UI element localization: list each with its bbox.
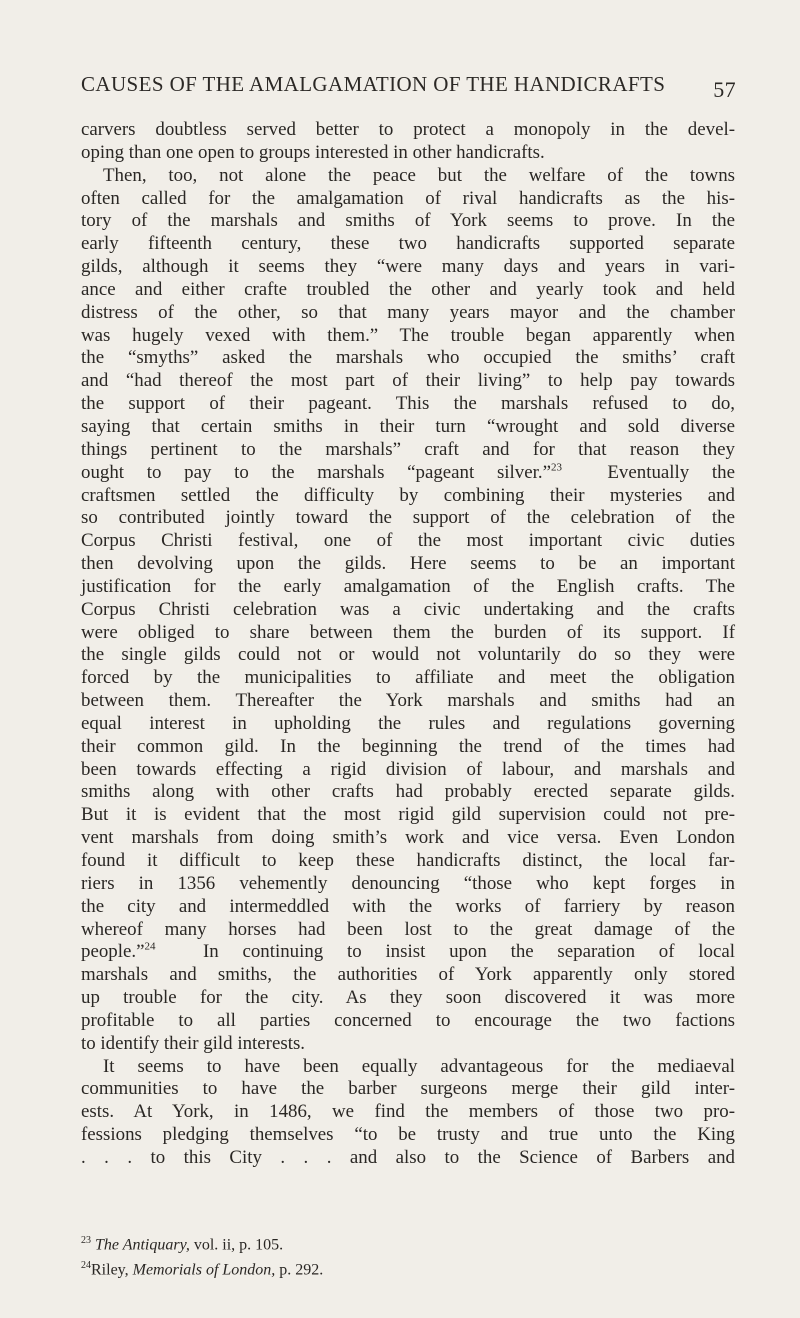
footnote-detail: vol. ii, p. 105.: [189, 1236, 284, 1254]
text-fragment: people.”: [81, 941, 145, 963]
text-line: whereof many horses had been lost to the great damage of the: [81, 918, 735, 940]
text-line: Corpus Christi festival, one of the most important civic duties: [81, 530, 735, 552]
text-line: forced by the municipalities to affiliate and meet the obligation: [81, 667, 735, 689]
text-line: things pertinent to the marshals” craft and for that reason they: [81, 438, 735, 460]
footnote-24: [81, 1255, 735, 1280]
text-line: been towards effecting a rigid division of labour, and marshals and: [81, 758, 735, 780]
footnote-author: Riley,: [91, 1261, 133, 1279]
text-line: so contributed jointly toward the support of the celebration of the: [81, 507, 735, 529]
text-line: smiths along with other crafts had probably erected separate gilds.: [81, 781, 735, 803]
text-line: tory of the marshals and smiths of York seems to prove. In the: [81, 210, 735, 232]
footnote-detail: p. 292.: [275, 1261, 324, 1279]
text-line: the city and intermeddled with the works of farriery by reason: [81, 895, 735, 917]
body-text: [81, 119, 735, 1170]
footnotes: [81, 1230, 735, 1281]
text-line: carvers doubtless served better to protect a monopoly in the devel-: [81, 119, 735, 140]
text-line: vent marshals from doing smith’s work and vice versa. Even London: [81, 827, 735, 849]
text-line: [81, 462, 735, 485]
text-line: their common gild. In the beginning the trend of the times had: [81, 735, 735, 757]
text-line: riers in 1356 vehemently denouncing “those who kept forges in: [81, 872, 735, 894]
text-line: justification for the early amalgamation of the English crafts. The: [81, 575, 735, 597]
text-line: gilds, although it seems they “were many days and years in vari-: [81, 256, 735, 278]
running-head-title: CAUSES OF THE AMALGAMATION OF THE HANDICRAFTS: [81, 72, 666, 96]
footnote-number: 23: [81, 1235, 91, 1246]
page-number: 57: [713, 77, 736, 102]
text-line: communities to have the barber surgeons merge their gild inter-: [81, 1078, 735, 1100]
footnote-marker-24: 24: [144, 941, 156, 954]
footnote-marker-23: 23: [550, 461, 562, 474]
text-line: It seems to have been equally advantageous for the mediaeval: [103, 1055, 735, 1077]
footnote-23: [81, 1230, 735, 1255]
text-line: ests. At York, in 1486, we find the members of those two pro-: [81, 1101, 735, 1123]
text-line: and “had thereof the most part of their living” to help pay towards: [81, 370, 735, 392]
text-line: . . . to this City . . . and also to the Science of Barbers and: [81, 1146, 735, 1168]
text-line: found it difficult to keep these handicrafts distinct, the local far-: [81, 850, 735, 871]
text-line: up trouble for the city. As they soon discovered it was more: [81, 987, 735, 1009]
text-line: equal interest in upholding the rules and regulations governing: [81, 712, 735, 734]
text-line: craftsmen settled the difficulty by combining their mysteries and: [81, 484, 735, 506]
text-line: early fifteenth century, these two handicrafts supported separate: [81, 233, 735, 255]
text-line: Corpus Christi celebration was a civic undertaking and the crafts: [81, 598, 735, 620]
text-line: then devolving upon the gilds. Here seems to be an important: [81, 553, 735, 575]
footnote-source-title: Memorials of London,: [132, 1261, 276, 1279]
text-line: the single gilds could not or would not voluntarily do so they were: [81, 644, 735, 666]
text-line: between them. Thereafter the York marshals and smiths had an: [81, 690, 735, 712]
text-line: distress of the other, so that many years mayor and the chamber: [81, 301, 735, 323]
text-line: ance and either crafte troubled the other and yearly took and held: [81, 278, 735, 300]
text-line: fessions pledging themselves “to be trusty and true unto the King: [81, 1124, 735, 1146]
text-line: oping than one open to groups interested in other handicrafts.: [81, 141, 545, 163]
text-line: Then, too, not alone the peace but the welfare of the towns: [103, 164, 735, 186]
text-line: the support of their pageant. This the marshals refused to do,: [81, 393, 735, 415]
text-line: saying that certain smiths in their turn “wrought and sold diverse: [81, 415, 735, 437]
running-head: [81, 70, 736, 102]
text-fragment: Eventually the: [607, 461, 736, 483]
footnote-source-title: The Antiquary,: [95, 1236, 190, 1254]
text-line: often called for the amalgamation of rival handicrafts as the his-: [81, 187, 735, 209]
text-line: marshals and smiths, the authorities of York apparently only stored: [81, 964, 735, 986]
text-line: the “smyths” asked the marshals who occupied the smiths’ craft: [81, 347, 735, 369]
text-fragment: ought to pay to the marshals “pageant silver.”: [81, 461, 551, 483]
text-line: to identify their gild interests.: [81, 1032, 306, 1054]
text-line: were obliged to share between them the burden of its support. If: [81, 621, 735, 643]
text-line: But it is evident that the most rigid gild supervision could not pre-: [81, 804, 735, 826]
text-line: [81, 941, 735, 964]
footnote-number: 24: [81, 1260, 91, 1272]
text-line: was hugely vexed with them.” The trouble began apparently when: [81, 324, 735, 346]
text-line: profitable to all parties concerned to encourage the two factions: [81, 1009, 735, 1031]
text-fragment: In continuing to insist upon the separation of local: [202, 941, 735, 963]
